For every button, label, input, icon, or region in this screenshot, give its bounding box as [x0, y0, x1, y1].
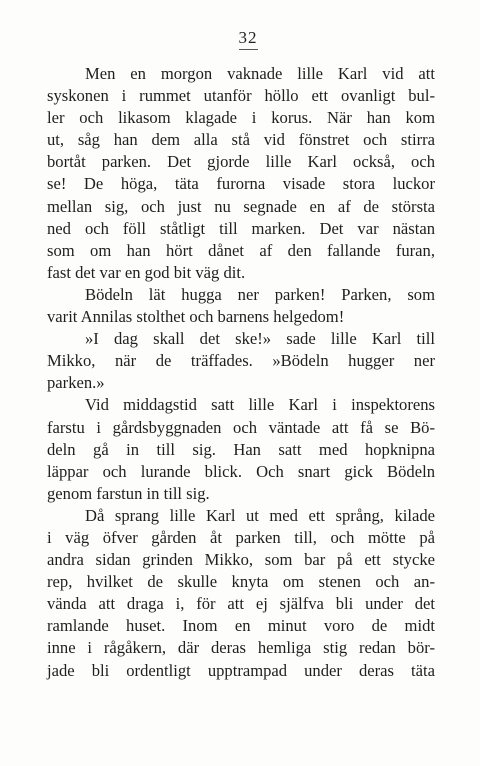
- text-line: rep, hvilket de skulle knyta om stenen och an-: [47, 572, 435, 592]
- text-line: i väg öfver gården åt parken till, och mötte på: [47, 527, 435, 547]
- text-line: »I dag skall det ske!» sade lille Karl till: [85, 329, 435, 349]
- text-line: Men en morgon vaknade lille Karl vid att: [85, 64, 435, 83]
- text-line: Bödeln lät hugga ner parken! Parken, som: [85, 284, 435, 304]
- page-number: 32: [239, 29, 258, 50]
- text-line: ned och föll ståtligt till marken. Det var nästan: [47, 218, 435, 238]
- text-line: ut, såg han dem alla stå vid fönstret och stirra: [47, 130, 435, 150]
- text-line: vända att draga i, för att ej själfva bli under det: [47, 594, 435, 614]
- text-line: andra sidan grinden Mikko, som bar på ett stycke: [47, 550, 435, 570]
- text-line: Då sprang lille Karl ut med ett språng, kilade: [85, 505, 435, 525]
- page-number-area: [0, 28, 480, 50]
- text-line: deln gå in till sig. Han satt med hopknipna: [47, 439, 435, 459]
- text-line: parken.»: [47, 373, 105, 393]
- text-line: genom farstun in till sig.: [47, 483, 210, 503]
- text-line: se! De höga, täta furorna visade stora luckor: [47, 174, 435, 194]
- text-line: varit Annilas stolthet och barnens helgedom!: [47, 307, 345, 327]
- body-text: [47, 63, 435, 682]
- text-line: syskonen i rummet utanför höllo ett ovanligt bul-: [47, 86, 435, 106]
- text-line: som om han hört dånet af den fallande furan,: [47, 240, 435, 260]
- text-line: läppar och lurande blick. Och snart gick Bödeln: [47, 461, 435, 481]
- text-line: ramlande huset. Inom en minut voro de midt: [47, 616, 435, 636]
- text-line: jade bli ordentligt upptrampad under deras täta: [47, 660, 435, 680]
- text-line: farstu i gårdsbyggnaden och väntade att få se Bö-: [47, 417, 435, 437]
- text-line: ler och likasom klagade i korus. När han kom: [47, 108, 435, 128]
- text-line: Vid middagstid satt lille Karl i inspektorens: [85, 395, 435, 415]
- text-line: fast det var en god bit väg dit.: [47, 262, 246, 282]
- text-line: mellan sig, och just nu segnade en af de största: [47, 196, 435, 216]
- text-line: bortåt parken. Det gjorde lille Karl också, och: [47, 152, 435, 172]
- text-line: Mikko, när de träffades. »Bödeln hugger ner: [47, 351, 435, 371]
- text-line: inne i rågåkern, där deras hemliga stig redan bör-: [47, 638, 435, 658]
